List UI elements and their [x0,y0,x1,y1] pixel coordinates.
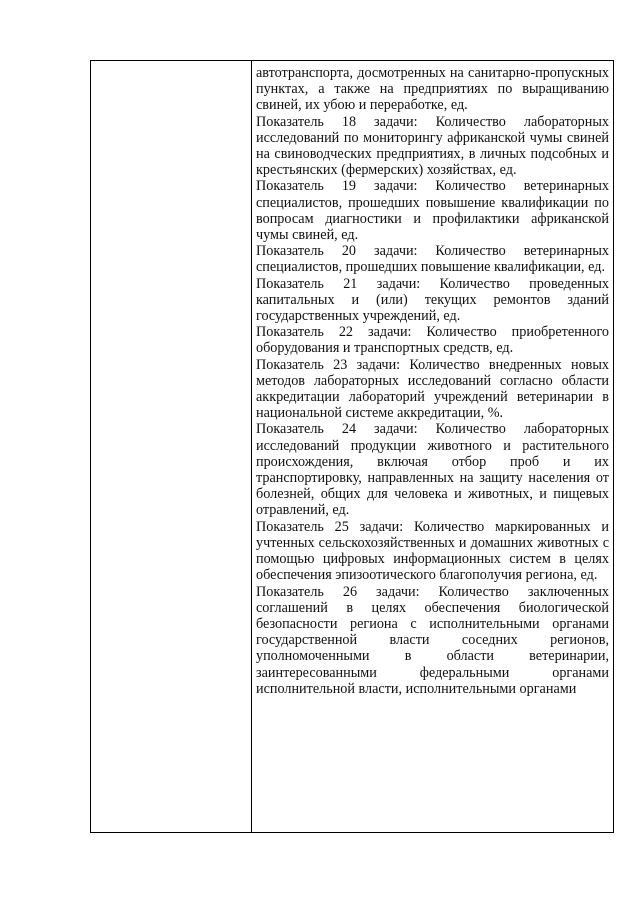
indicator-19: Показатель 19 задачи: Количество ветеринарных специалистов, прошедших повышение квалификации по вопросам диагностики и профилактики африканской чумы свиней, ед. [256,178,609,244]
indicator-23: Показатель 23 задачи: Количество внедренных новых методов лабораторных исследований согласно области аккредитации лабораторий учреждений ветеринарии в национальной системе аккредитации, %. [256,356,609,422]
table-left-column [91,61,252,832]
paragraph-continuation: автотранспорта, досмотренных на санитарно-пропускных пунктах, а также на предприятиях по выращиванию свиней, их убою и переработке, ед. [256,65,609,114]
indicator-25: Показатель 25 задачи: Количество маркированных и учтенных сельскохозяйственных и домашних животных с помощью цифровых информационных систем в целях обеспечения эпизоотического благополучия региона, ед. [256,518,609,584]
indicator-24: Показатель 24 задачи: Количество лабораторных исследований продукции животного и растительного происхождения, включая отбор проб и их транспортировку, направленных на защиту населения от болезней, общих для человека и животных, и пищевых отравлений, ед. [256,421,609,519]
indicator-18: Показатель 18 задачи: Количество лабораторных исследований по мониторингу африканской чумы свиней на свиноводческих предприятиях, в личных подсобных и крестьянских (фермерских) хозяйствах, ед. [256,113,609,179]
indicator-22: Показатель 22 задачи: Количество приобретенного оборудования и транспортных средств, ед. [256,324,609,357]
document-table [90,60,614,833]
indicator-20: Показатель 20 задачи: Количество ветеринарных специалистов, прошедших повышение квалификации, ед. [256,243,609,276]
table-right-column [252,61,613,832]
indicator-21: Показатель 21 задачи: Количество проведенных капитальных и (или) текущих ремонтов зданий государственных учреждений, ед. [256,275,609,325]
indicator-26: Показатель 26 задачи: Количество заключенных соглашений в целях обеспечения биологической безопасности региона с исполнительными органами государственной власти соседних регионов, уполномоченными в области ветеринарии, заинтересованными федеральными органами исполнительной власти, исполнительными органами [256,583,609,697]
